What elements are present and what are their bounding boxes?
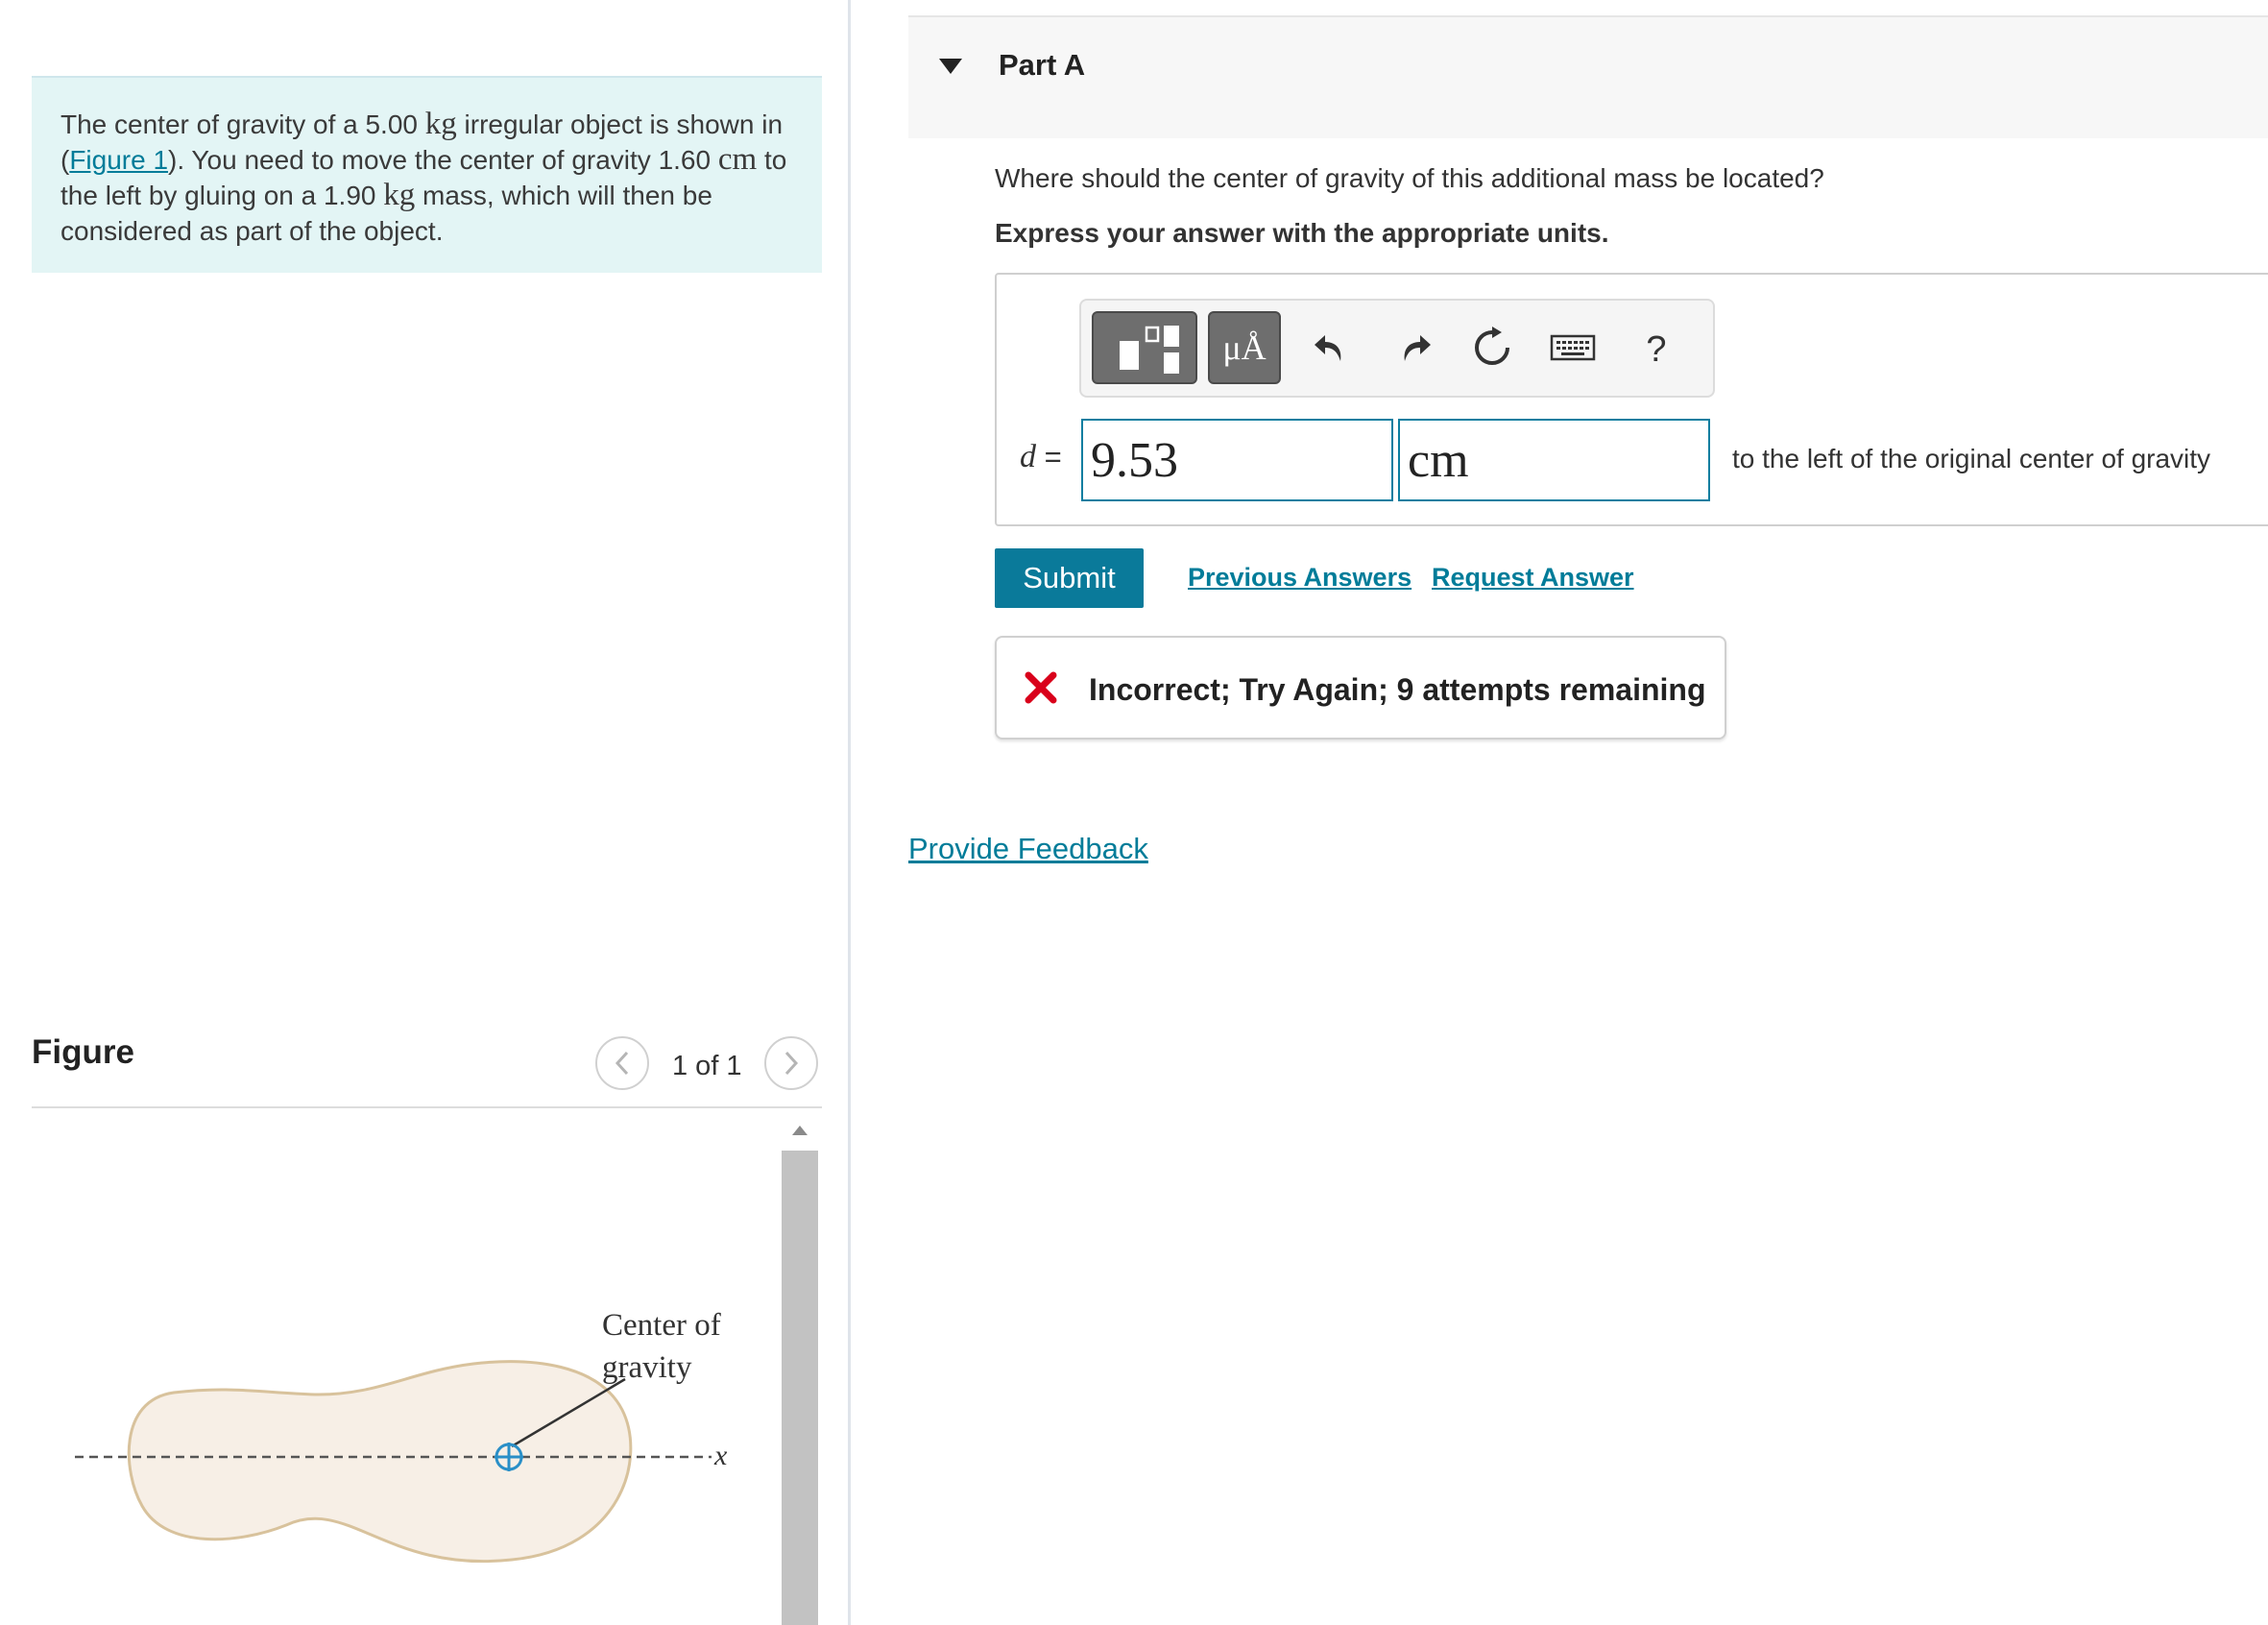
answer-variable-label xyxy=(1020,439,1062,475)
scroll-up-button[interactable] xyxy=(782,1112,818,1149)
templates-icon xyxy=(1106,318,1183,377)
request-answer-link[interactable]: Request Answer xyxy=(1432,563,1634,592)
problem-statement xyxy=(32,76,822,273)
provide-feedback-link[interactable]: Provide Feedback xyxy=(908,832,1148,865)
figure-scrollbar-thumb[interactable] xyxy=(782,1151,818,1625)
figure-title: Figure xyxy=(32,1033,134,1071)
previous-answers-link[interactable]: Previous Answers xyxy=(1188,563,1412,592)
figure-pager-count: 1 of 1 xyxy=(672,1051,742,1081)
units-button[interactable]: μÅ xyxy=(1208,311,1281,384)
triangle-up-icon xyxy=(790,1124,809,1137)
keyboard-icon xyxy=(1550,333,1596,362)
problem-text-3: ). You need to move the center of gravity 1.60 xyxy=(168,145,718,175)
reset-button[interactable] xyxy=(1463,319,1521,376)
keyboard-button[interactable] xyxy=(1544,319,1602,376)
question-text: Where should the center of gravity of this additional mass be located? xyxy=(995,163,1824,193)
part-header[interactable] xyxy=(908,15,2268,138)
unit-kg: kg xyxy=(424,107,457,141)
problem-text-1: The center of gravity of a 5.00 xyxy=(60,109,425,139)
answer-direction-text: to the left of the original center of gravity xyxy=(1732,444,2211,473)
templates-button[interactable] xyxy=(1092,311,1197,384)
figure-prev-button[interactable] xyxy=(595,1036,649,1090)
instruction-text: Express your answer with the appropriate units. xyxy=(995,218,1609,248)
incorrect-x-icon xyxy=(1024,670,1058,705)
center-of-gravity-label-1: Center of xyxy=(602,1308,721,1343)
irregular-object-shape xyxy=(129,1362,631,1562)
collapse-triangle-icon[interactable] xyxy=(937,56,964,77)
figure-image xyxy=(32,1112,779,1625)
panel-divider[interactable] xyxy=(848,0,851,1625)
problem-text-2: irregular object is shown in ( xyxy=(60,109,784,175)
problem-text-4: to the left by gluing on a 1.90 xyxy=(60,145,787,210)
variable-symbol: d xyxy=(1020,439,1036,474)
reset-icon xyxy=(1471,327,1513,369)
redo-icon xyxy=(1395,328,1434,367)
equals-sign: = xyxy=(1036,440,1062,473)
answer-unit-input[interactable]: cm xyxy=(1398,419,1710,501)
help-button[interactable]: ? xyxy=(1646,328,1667,370)
undo-icon xyxy=(1312,328,1350,367)
center-of-gravity-label-2: gravity xyxy=(602,1350,692,1385)
figure-divider xyxy=(32,1106,822,1108)
problem-text-5: mass, which will then be considered as part of the object. xyxy=(60,181,712,246)
unit-kg-2: kg xyxy=(383,178,416,212)
figure-link[interactable]: Figure 1 xyxy=(69,145,169,175)
chevron-left-icon xyxy=(612,1049,633,1078)
unit-cm: cm xyxy=(717,142,758,177)
part-title: Part A xyxy=(999,48,1086,82)
submit-button[interactable]: Submit xyxy=(995,548,1144,608)
chevron-right-icon xyxy=(781,1049,802,1078)
undo-button[interactable] xyxy=(1302,319,1360,376)
x-axis-label: x xyxy=(714,1440,728,1471)
feedback-message: Incorrect; Try Again; 9 attempts remaining xyxy=(1089,672,1706,707)
figure-next-button[interactable] xyxy=(764,1036,818,1090)
redo-button[interactable] xyxy=(1386,319,1443,376)
answer-value-input[interactable]: 9.53 xyxy=(1081,419,1393,501)
